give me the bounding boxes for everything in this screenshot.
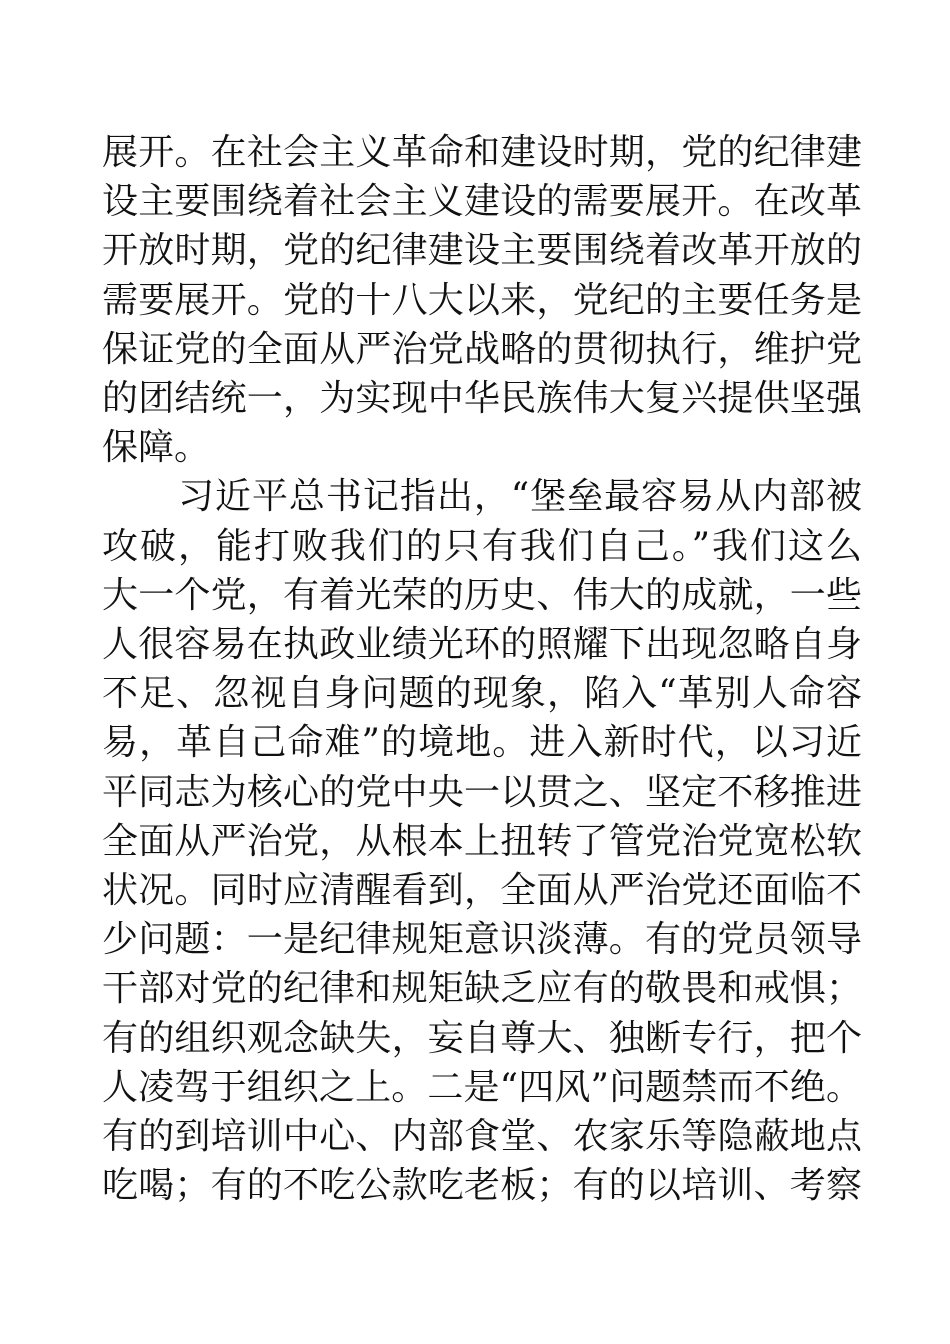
text-line: 全面从严治党，从根本上扭转了管党治党宽松软 [102, 820, 862, 862]
text-line: 干部对党的纪律和规矩缺乏应有的敬畏和戒惧； [102, 968, 862, 1010]
text-line: 状况。同时应清醒看到，全面从严治党还面临不 [102, 870, 862, 912]
text-line: 人很容易在执政业绩光环的照耀下出现忽略自身 [102, 624, 862, 666]
text-line: 少问题：一是纪律规矩意识淡薄。有的党员领导 [102, 919, 862, 961]
text-line: 保证党的全面从严治党战略的贯彻执行，维护党 [102, 328, 862, 370]
text-line: 需要展开。党的十八大以来，党纪的主要任务是 [102, 279, 862, 321]
text-line: 大一个党，有着光荣的历史、伟大的成就，一些 [102, 574, 862, 616]
text-line: 易，革自己命难”的境地。进入新时代，以习近 [102, 722, 862, 764]
text-line: 有的到培训中心、内部食堂、农家乐等隐蔽地点 [102, 1116, 862, 1158]
text-line: 展开。在社会主义革命和建设时期，党的纪律建 [102, 132, 862, 173]
text-line: 开放时期，党的纪律建设主要围绕着改革开放的 [102, 230, 862, 272]
text-line: 人凌驾于组织之上。二是“四风”问题禁而不绝。 [102, 1066, 862, 1108]
paragraph-2 [102, 472, 862, 1210]
text-line: 不足、忽视自身问题的现象，陷入“革别人命容 [102, 673, 862, 715]
text-line: 保障。 [102, 427, 211, 469]
text-line: 平同志为核心的党中央一以贯之、坚定不移推进 [102, 771, 862, 813]
text-line: 的团结统一，为实现中华民族伟大复兴提供坚强 [102, 378, 862, 420]
body-text [102, 128, 862, 1210]
paragraph-1 [102, 128, 862, 472]
text-line: 吃喝；有的不吃公款吃老板；有的以培训、考察 [102, 1165, 862, 1207]
text-line: 习近平总书记指出，“堡垒最容易从内部被 [178, 476, 862, 518]
text-line: 攻破，能打败我们的只有我们自己。”我们这么 [102, 525, 862, 567]
text-line: 有的组织观念缺失，妄自尊大、独断专行，把个 [102, 1017, 862, 1059]
text-line: 设主要围绕着社会主义建设的需要展开。在改革 [102, 181, 862, 223]
